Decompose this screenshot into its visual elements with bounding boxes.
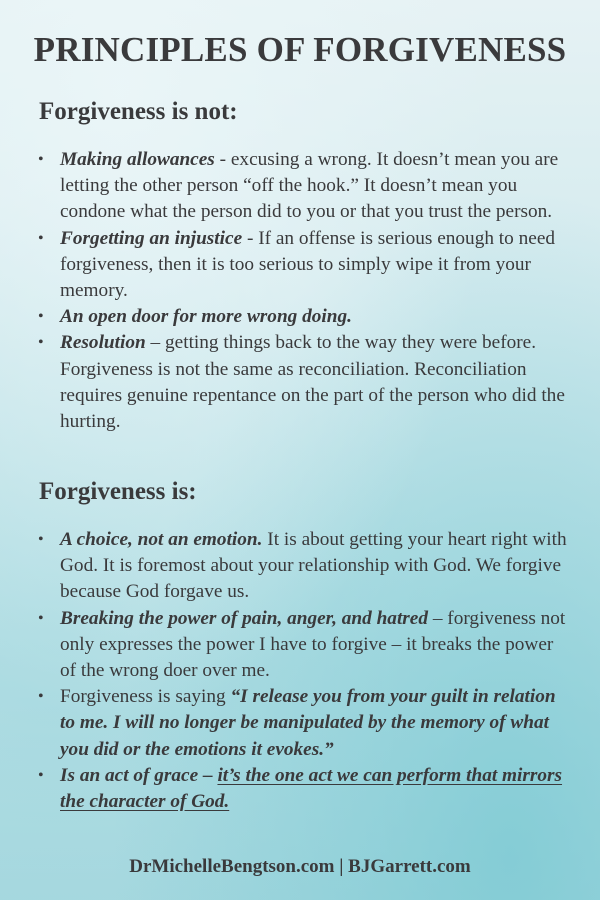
bullet-icon: • xyxy=(38,151,44,168)
list-item-act-of-grace xyxy=(38,763,568,815)
item-lead: Making allowances xyxy=(60,149,215,170)
list-forgiveness-is-not xyxy=(38,147,568,435)
list-item-forgetting-injustice xyxy=(38,226,568,305)
list-item-choice xyxy=(38,527,568,606)
bullet-icon: • xyxy=(38,308,44,326)
bullet-icon: • xyxy=(38,531,44,548)
list-item-open-door xyxy=(38,304,568,330)
bullet-icon: • xyxy=(38,229,44,247)
bullet-icon: • xyxy=(38,334,44,352)
item-lead: Is an act of grace – xyxy=(60,764,218,786)
bullet-icon: • xyxy=(38,688,44,706)
footer-websites: DrMichelleBengtson.com | BJGarrett.com xyxy=(129,856,471,877)
section-heading-is-not: Forgiveness is not: xyxy=(39,98,238,125)
item-lead: Breaking the power of pain, anger, and hatred xyxy=(60,607,429,629)
item-lead: Forgetting an injustice xyxy=(60,227,243,249)
item-text: It is about getting your heart right with God. It is foremost about your relationship with God. We forgive because God forgave us. xyxy=(60,529,567,603)
list-item-saying xyxy=(38,684,568,763)
list-item-resolution xyxy=(38,330,568,435)
list-item-making-allowances xyxy=(38,147,568,226)
item-underlined-text: it’s the one act we can perform that mirrors the character of God. xyxy=(60,764,563,813)
list-item-breaking-power xyxy=(38,606,568,685)
item-text: - If an offense is serious enough to need forgiveness, then it is too serious to simply wipe it from your memory. xyxy=(60,227,556,302)
item-text: – forgiveness not only expresses the power I have to forgive – it breaks the power of the wrong doer over me. xyxy=(60,607,566,682)
section-heading-is: Forgiveness is: xyxy=(39,478,197,505)
item-quote: “I release you from your guilt in relation to me. I will no longer be manipulated by the memory of what you did or the emotions it evokes.” xyxy=(60,686,556,760)
item-text: - excusing a wrong. It doesn’t mean you are letting the other person “off the hook.” It doesn’t mean you condone what the person did to you or that you trust the person. xyxy=(60,149,559,223)
item-lead: Resolution xyxy=(60,332,146,354)
list-forgiveness-is xyxy=(38,527,568,815)
bullet-icon: • xyxy=(38,609,44,627)
item-lead: A choice, not an emotion. xyxy=(60,529,263,550)
item-lead: An open door for more wrong doing. xyxy=(60,306,352,328)
item-text: Forgiveness is saying xyxy=(60,686,231,708)
item-text: – getting things back to the way they were before. Forgiveness is not the same as reconciliation. Reconciliation requires genuine repentance on the part of the person who did the hurting. xyxy=(60,332,565,433)
bullet-icon: • xyxy=(38,766,44,784)
page-title: PRINCIPLES OF FORGIVENESS xyxy=(33,30,567,69)
